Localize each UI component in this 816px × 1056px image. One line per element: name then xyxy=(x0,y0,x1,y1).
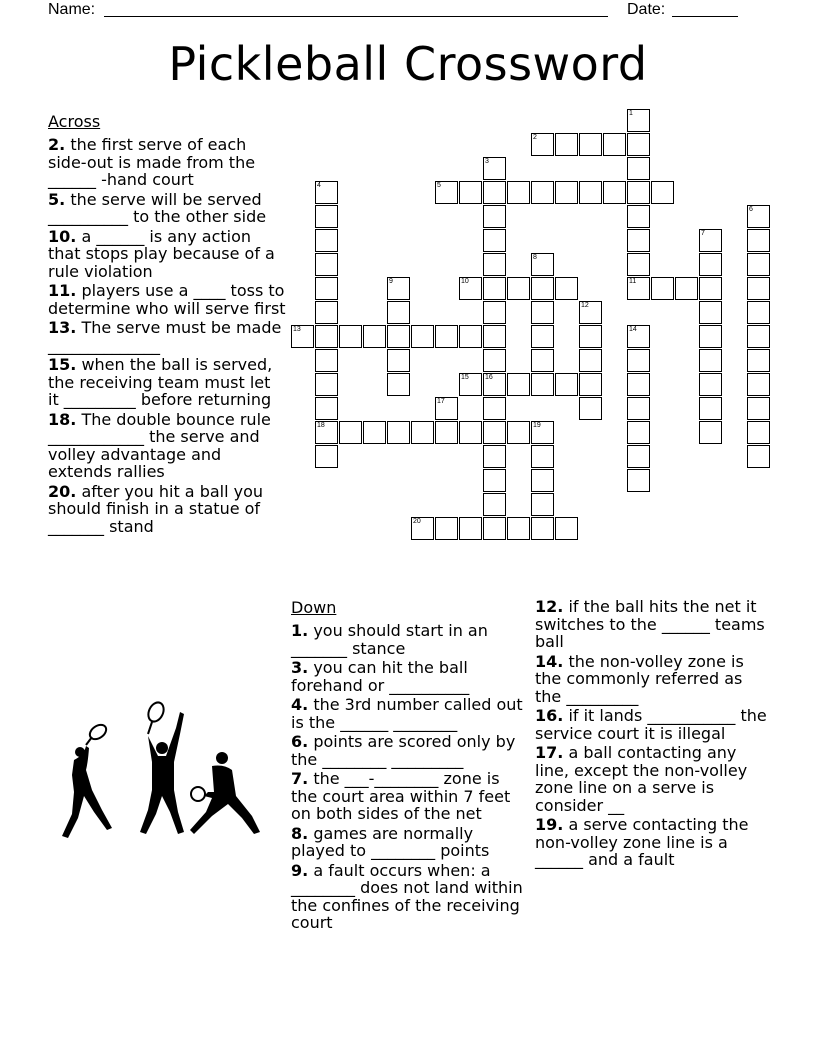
grid-cell[interactable] xyxy=(411,421,434,444)
grid-cell[interactable] xyxy=(459,373,482,396)
down-clue-19: 19. a serve contacting the non-volley zone line is a ______ and a fault xyxy=(535,815,749,869)
grid-cell[interactable] xyxy=(747,301,770,324)
across-clue-2: 2. the first serve of each side-out is made from the ______ -hand court xyxy=(48,135,256,189)
grid-cell[interactable] xyxy=(699,229,722,252)
grid-cell[interactable] xyxy=(555,133,578,156)
grid-cell[interactable] xyxy=(507,277,530,300)
across-clue-20: 20. after you hit a ball you should finish in a statue of _______ stand xyxy=(48,481,264,536)
grid-cell[interactable] xyxy=(747,349,770,372)
grid-cell[interactable] xyxy=(699,301,722,324)
down-clue-4: 4. the 3rd number called out is the ______ ________ xyxy=(291,695,523,732)
name-label: Name: xyxy=(48,1,96,18)
grid-cell[interactable] xyxy=(531,349,554,372)
date-label: Date: xyxy=(627,1,666,18)
cell-number: 4 xyxy=(317,182,321,189)
grid-cell[interactable] xyxy=(459,517,482,540)
grid-cell[interactable] xyxy=(483,181,506,204)
grid-cell[interactable] xyxy=(507,421,530,444)
grid-cell[interactable] xyxy=(339,421,362,444)
grid-cell[interactable] xyxy=(315,205,338,228)
pickleball-players-icon xyxy=(62,700,262,850)
across-clue-10: 10. a ______ is any action that stops play because of a rule violation xyxy=(48,226,275,281)
grid-cell[interactable] xyxy=(675,277,698,300)
grid-cell[interactable] xyxy=(483,229,506,252)
grid-cell[interactable] xyxy=(531,301,554,324)
grid-cell[interactable] xyxy=(459,421,482,444)
down-clue-7: 7. the ___-________ zone is the court area within 7 feet on both sides of the net xyxy=(291,769,511,823)
grid-cell[interactable] xyxy=(315,253,338,276)
grid-cell[interactable] xyxy=(507,181,530,204)
grid-cell[interactable] xyxy=(627,445,650,468)
grid-cell[interactable] xyxy=(315,421,338,444)
grid-cell[interactable] xyxy=(339,325,362,348)
grid-cell[interactable] xyxy=(579,133,602,156)
cell-number: 7 xyxy=(701,230,705,237)
grid-cell[interactable] xyxy=(315,445,338,468)
grid-cell[interactable] xyxy=(363,325,386,348)
grid-cell[interactable] xyxy=(483,397,506,420)
cell-number: 17 xyxy=(437,398,445,405)
grid-cell[interactable] xyxy=(579,301,602,324)
down-clue-6: 6. points are scored only by the ________ _________ xyxy=(291,732,516,769)
grid-cell[interactable] xyxy=(651,181,674,204)
grid-cell[interactable] xyxy=(435,397,458,420)
grid-cell[interactable] xyxy=(459,277,482,300)
grid-cell[interactable] xyxy=(507,373,530,396)
cell-number: 2 xyxy=(533,134,537,141)
grid-cell[interactable] xyxy=(627,205,650,228)
cell-number: 16 xyxy=(485,374,493,381)
grid-cell[interactable] xyxy=(747,229,770,252)
grid-cell[interactable] xyxy=(315,181,338,204)
cell-number: 9 xyxy=(389,278,393,285)
grid-cell[interactable] xyxy=(627,349,650,372)
date-field[interactable] xyxy=(672,16,738,17)
across-clue-15: 15. when the ball is served, the receiving team must let it _________ before returning xyxy=(48,355,273,409)
cell-number: 5 xyxy=(437,182,441,189)
down-clue-8: 8. games are normally played to ________ points xyxy=(291,823,490,860)
across-clues xyxy=(48,112,286,537)
grid-cell[interactable] xyxy=(483,373,506,396)
down-clues-column-2 xyxy=(535,598,773,871)
grid-cell[interactable] xyxy=(627,325,650,348)
grid-cell[interactable] xyxy=(531,445,554,468)
grid-cell[interactable] xyxy=(627,181,650,204)
grid-cell[interactable] xyxy=(387,301,410,324)
grid-cell[interactable] xyxy=(435,325,458,348)
grid-cell[interactable] xyxy=(459,325,482,348)
cell-number: 20 xyxy=(413,518,421,525)
grid-cell[interactable] xyxy=(531,181,554,204)
grid-cell[interactable] xyxy=(435,421,458,444)
grid-cell[interactable] xyxy=(699,253,722,276)
grid-cell[interactable] xyxy=(627,277,650,300)
grid-cell[interactable] xyxy=(531,469,554,492)
cell-number: 10 xyxy=(461,278,469,285)
grid-cell[interactable] xyxy=(483,325,506,348)
cell-number: 11 xyxy=(629,278,637,285)
grid-cell[interactable] xyxy=(531,421,554,444)
grid-cell[interactable] xyxy=(315,373,338,396)
grid-cell[interactable] xyxy=(435,181,458,204)
page-title: Pickleball Crossword xyxy=(168,37,648,91)
grid-cell[interactable] xyxy=(627,157,650,180)
grid-cell[interactable] xyxy=(315,325,338,348)
grid-cell[interactable] xyxy=(579,397,602,420)
grid-cell[interactable] xyxy=(747,445,770,468)
cell-number: 12 xyxy=(581,302,589,309)
grid-cell[interactable] xyxy=(603,181,626,204)
grid-cell[interactable] xyxy=(387,421,410,444)
cell-number: 8 xyxy=(533,254,537,261)
grid-cell[interactable] xyxy=(579,349,602,372)
cell-number: 13 xyxy=(293,326,301,333)
grid-cell[interactable] xyxy=(555,181,578,204)
grid-cell[interactable] xyxy=(627,421,650,444)
grid-cell[interactable] xyxy=(555,373,578,396)
grid-cell[interactable] xyxy=(627,133,650,156)
across-clue-5: 5. the serve will be served __________ to the other side xyxy=(48,189,267,226)
grid-cell[interactable] xyxy=(363,421,386,444)
name-field[interactable] xyxy=(104,16,608,17)
down-clue-1: 1. you should start in an _______ stance xyxy=(291,621,488,658)
grid-cell[interactable] xyxy=(627,469,650,492)
grid-cell[interactable] xyxy=(483,349,506,372)
across-clue-18: 18. The double bounce rule ____________ the serve and volley advantage and extends rallies xyxy=(48,409,271,481)
grid-cell[interactable] xyxy=(459,181,482,204)
grid-cell[interactable] xyxy=(747,421,770,444)
grid-cell[interactable] xyxy=(387,325,410,348)
grid-cell[interactable] xyxy=(699,325,722,348)
grid-cell[interactable] xyxy=(531,277,554,300)
grid-cell[interactable] xyxy=(435,517,458,540)
down-clue-16: 16. if it lands ___________ the service court it is illegal xyxy=(535,706,767,743)
grid-cell[interactable] xyxy=(411,517,434,540)
down-heading: Down xyxy=(291,598,337,617)
grid-cell[interactable] xyxy=(411,325,434,348)
grid-cell[interactable] xyxy=(483,493,506,516)
down-clue-9: 9. a fault occurs when: a ________ does not land within the confines of the receiving court xyxy=(291,860,523,932)
grid-cell[interactable] xyxy=(747,373,770,396)
grid-cell[interactable] xyxy=(579,373,602,396)
grid-cell[interactable] xyxy=(531,493,554,516)
grid-cell[interactable] xyxy=(483,445,506,468)
grid-cell[interactable] xyxy=(291,325,314,348)
grid-cell[interactable] xyxy=(603,133,626,156)
grid-cell[interactable] xyxy=(387,349,410,372)
grid-cell[interactable] xyxy=(483,253,506,276)
grid-cell[interactable] xyxy=(387,373,410,396)
grid-cell[interactable] xyxy=(579,181,602,204)
cell-number: 3 xyxy=(485,158,489,165)
grid-cell[interactable] xyxy=(555,517,578,540)
grid-cell[interactable] xyxy=(483,517,506,540)
down-clue-17: 17. a ball contacting any line, except the non-volley zone line on a serve is consider __ xyxy=(535,743,748,815)
across-clue-11: 11. players use a ____ toss to determine who will serve first xyxy=(48,281,286,318)
cell-number: 18 xyxy=(317,422,325,429)
grid-cell[interactable] xyxy=(579,325,602,348)
grid-cell[interactable] xyxy=(555,277,578,300)
grid-cell[interactable] xyxy=(747,277,770,300)
grid-cell[interactable] xyxy=(483,469,506,492)
grid-cell[interactable] xyxy=(483,277,506,300)
grid-cell[interactable] xyxy=(747,325,770,348)
grid-cell[interactable] xyxy=(627,229,650,252)
grid-cell[interactable] xyxy=(483,301,506,324)
across-heading: Across xyxy=(48,112,101,131)
grid-cell[interactable] xyxy=(627,397,650,420)
cell-number: 1 xyxy=(629,110,633,117)
grid-cell[interactable] xyxy=(315,349,338,372)
grid-cell[interactable] xyxy=(483,157,506,180)
cell-number: 6 xyxy=(749,206,753,213)
grid-cell[interactable] xyxy=(627,373,650,396)
grid-cell[interactable] xyxy=(627,253,650,276)
grid-cell[interactable] xyxy=(747,205,770,228)
grid-cell[interactable] xyxy=(699,421,722,444)
grid-cell[interactable] xyxy=(531,373,554,396)
grid-cell[interactable] xyxy=(699,349,722,372)
cell-number: 14 xyxy=(629,326,637,333)
grid-cell[interactable] xyxy=(531,253,554,276)
grid-cell[interactable] xyxy=(747,397,770,420)
grid-cell[interactable] xyxy=(627,109,650,132)
down-clue-3: 3. you can hit the ball forehand or __________ xyxy=(291,658,470,695)
grid-cell[interactable] xyxy=(483,421,506,444)
grid-cell[interactable] xyxy=(531,133,554,156)
grid-cell[interactable] xyxy=(699,373,722,396)
grid-cell[interactable] xyxy=(315,229,338,252)
grid-cell[interactable] xyxy=(531,325,554,348)
grid-cell[interactable] xyxy=(507,517,530,540)
grid-cell[interactable] xyxy=(315,277,338,300)
grid-cell[interactable] xyxy=(483,205,506,228)
grid-cell[interactable] xyxy=(651,277,674,300)
down-clue-14: 14. the non-volley zone is the commonly referred as the _________ xyxy=(535,651,744,706)
cell-number: 19 xyxy=(533,422,541,429)
grid-cell[interactable] xyxy=(699,277,722,300)
grid-cell[interactable] xyxy=(315,397,338,420)
down-clue-12: 12. if the ball hits the net it switches to the ______ teams ball xyxy=(535,597,765,651)
grid-cell[interactable] xyxy=(699,397,722,420)
down-clues-column-1 xyxy=(291,598,529,934)
grid-cell[interactable] xyxy=(531,517,554,540)
cell-number: 15 xyxy=(461,374,469,381)
grid-cell[interactable] xyxy=(387,277,410,300)
grid-cell[interactable] xyxy=(747,253,770,276)
across-clue-13: 13. The serve must be made ______________ xyxy=(48,318,282,355)
grid-cell[interactable] xyxy=(315,301,338,324)
